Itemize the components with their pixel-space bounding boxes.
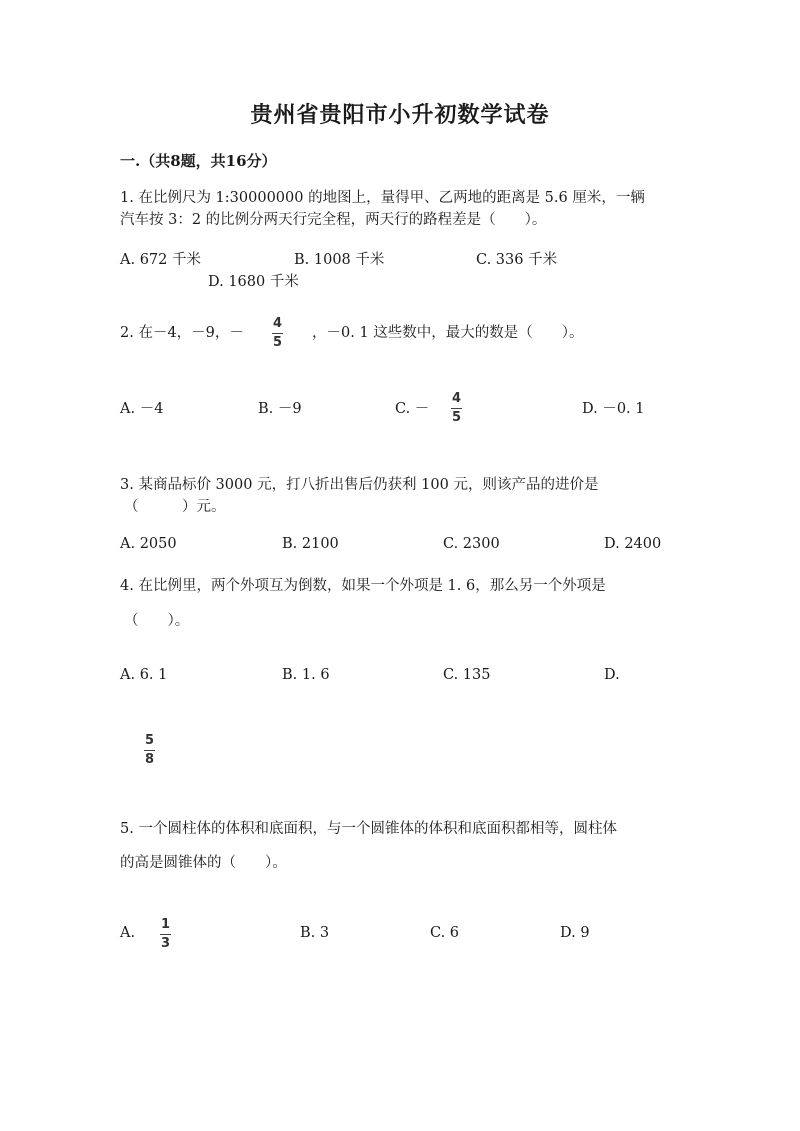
question-2-option-c-fraction (451, 391, 462, 425)
fraction-bar (451, 408, 462, 409)
question-3-option-c[interactable]: C. 2300 (443, 536, 500, 552)
question-1-option-b[interactable]: B. 1008 千米 (294, 252, 385, 268)
page-title: 贵州省贵阳市小升初数学试卷 (250, 102, 550, 128)
question-1-text-line1: 1. 在比例尺为 1:30000000 的地图上，量得甲、乙两地的距离是 5.6 厘米，一辆 (120, 190, 645, 206)
question-5-option-a[interactable]: A. (120, 925, 136, 941)
fraction-denominator: 8 (145, 752, 155, 767)
question-2-option-c[interactable]: C. － (395, 401, 430, 417)
question-3-option-a[interactable]: A. 2050 (120, 536, 177, 552)
question-4-option-d[interactable]: D. (604, 667, 620, 683)
question-4-text-line2: （ ）。 (124, 613, 190, 629)
question-3-text-line2: （ ）元。 (124, 499, 226, 515)
question-4-option-c[interactable]: C. 135 (443, 667, 491, 683)
fraction-numerator: 1 (161, 917, 171, 932)
fraction-bar (144, 750, 155, 751)
fraction-denominator: 3 (161, 936, 171, 951)
fraction-numerator: 5 (145, 733, 155, 748)
question-5-text-line1: 5. 一个圆柱体的体积和底面积，与一个圆锥体的体积和底面积都相等，圆柱体 (120, 821, 617, 837)
question-4-option-a[interactable]: A. 6. 1 (120, 667, 168, 683)
question-3-text-line1: 3. 某商品标价 3000 元，打八折出售后仍获利 100 元，则该产品的进价是 (120, 477, 599, 493)
question-3-option-b[interactable]: B. 2100 (282, 536, 339, 552)
section-heading: 一.（共8题，共16分） (120, 152, 277, 170)
question-1-text-line2: 汽车按 3：2 的比例分两天行完全程，两天行的路程差是（ ）。 (120, 212, 547, 228)
fraction-bar (272, 333, 283, 334)
question-5-option-c[interactable]: C. 6 (430, 925, 460, 941)
question-1-option-c[interactable]: C. 336 千米 (476, 252, 558, 268)
question-5-option-d[interactable]: D. 9 (560, 925, 590, 941)
question-5-text-line2: 的高是圆锥体的（ ）。 (120, 855, 287, 871)
question-1-option-a[interactable]: A. 672 千米 (120, 252, 201, 268)
question-4-option-b[interactable]: B. 1. 6 (282, 667, 330, 683)
question-2-text-prefix: 2. 在－4，－9，－ (120, 325, 244, 341)
question-5-option-b[interactable]: B. 3 (300, 925, 330, 941)
question-4-text-line1: 4. 在比例里，两个外项互为倒数，如果一个外项是 1. 6，那么另一个外项是 (120, 578, 606, 594)
fraction-bar (160, 934, 171, 935)
fraction-numerator: 4 (452, 391, 462, 406)
question-2-text-suffix: ，－0. 1 这些数中，最大的数是（ ）。 (312, 325, 584, 341)
fraction-numerator: 4 (273, 316, 283, 331)
question-2-option-a[interactable]: A. －4 (120, 401, 164, 417)
question-1-option-d[interactable]: D. 1680 千米 (208, 274, 299, 290)
question-4-option-d-fraction (144, 733, 155, 767)
fraction-denominator: 5 (452, 410, 462, 425)
question-3-option-d[interactable]: D. 2400 (604, 536, 662, 552)
fraction-denominator: 5 (273, 335, 283, 350)
question-2-option-b[interactable]: B. －9 (258, 401, 302, 417)
question-2-fraction (272, 316, 283, 350)
question-2-option-d[interactable]: D. －0. 1 (582, 401, 645, 417)
question-5-option-a-fraction (160, 917, 171, 951)
